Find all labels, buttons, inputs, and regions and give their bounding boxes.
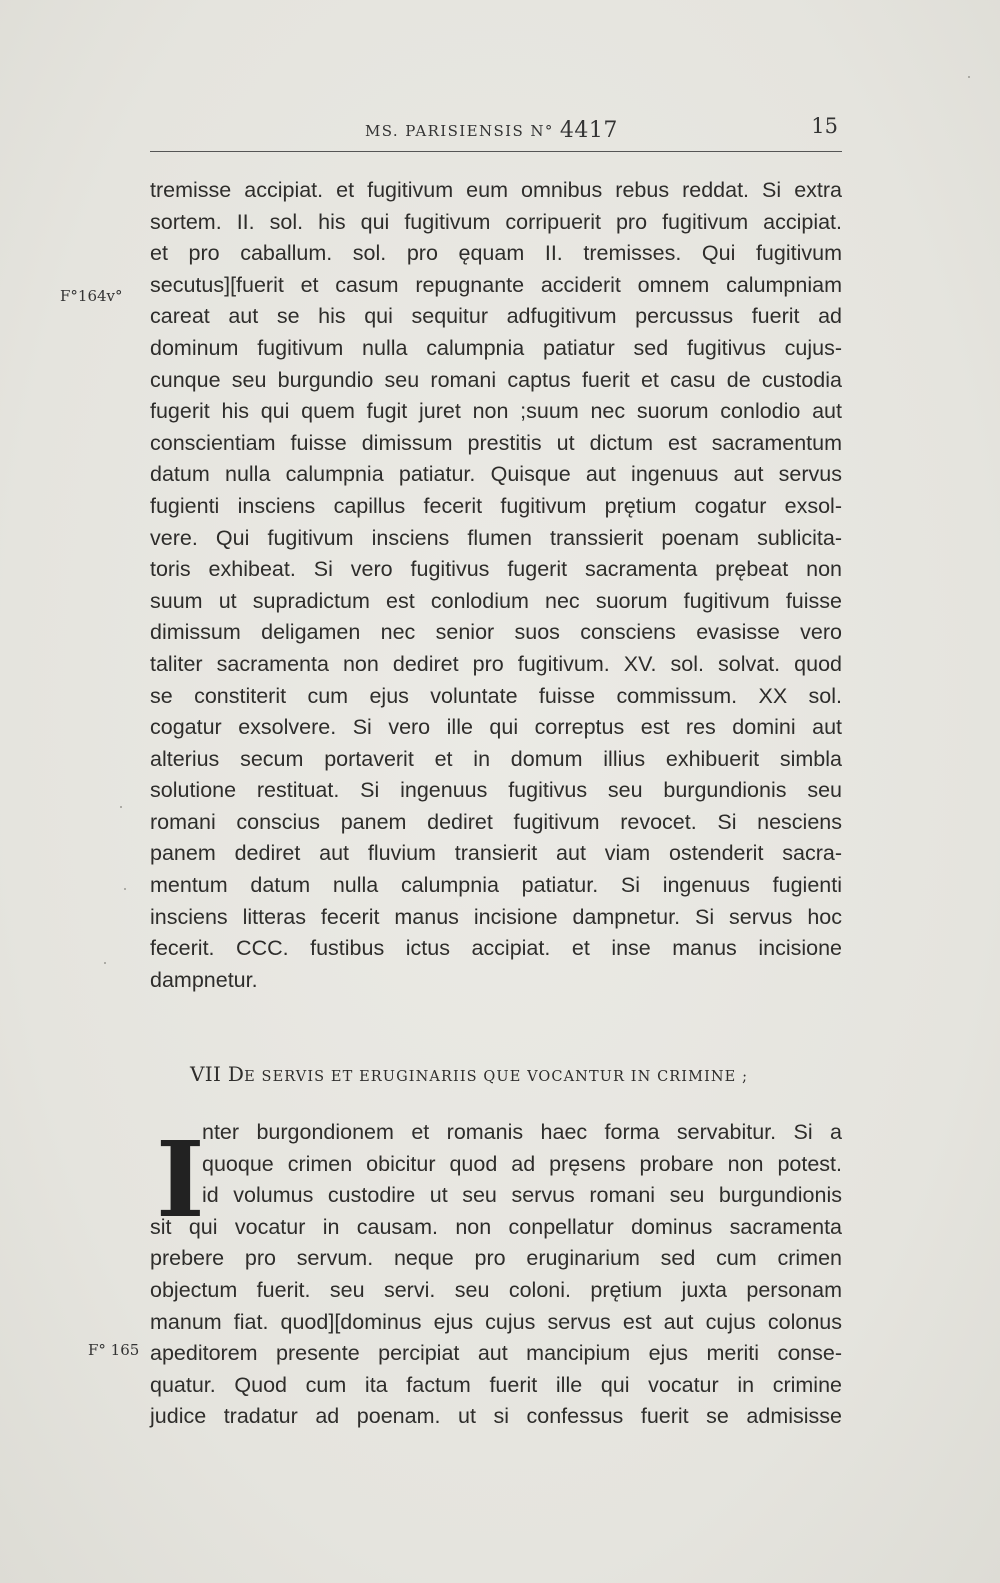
section-title-rest: E SERVIS ET ERUGINARIIS QUE VOCANTUR IN CRIMINE ; <box>244 1069 749 1085</box>
text-line: fugerit his qui quem fugit juret non ;suum nec suorum conlodio aut <box>150 399 842 424</box>
paragraph-1 <box>150 175 842 996</box>
text-line: panem dediret aut fluvium transierit aut viam ostenderit sacra- <box>150 841 842 866</box>
section-first-letter: D <box>227 1062 245 1086</box>
drop-cap: I <box>156 1118 205 1241</box>
paragraph-2 <box>150 1117 842 1433</box>
header-title <box>365 118 618 143</box>
margin-folio-note: F°164v° <box>60 287 123 305</box>
text-line: judice tradatur ad poenam. ut si confessus fuerit se admisisse <box>150 1404 842 1429</box>
text-line: cunque seu burgundio seu romani captus fuerit et casu de custodia <box>150 367 842 392</box>
text-line: tremisse accipiat. et fugitivum eum omnibus rebus reddat. Si extra <box>150 178 842 202</box>
header-rule <box>150 151 842 152</box>
text-line: sortem. II. sol. his qui fugitivum corripuerit pro fugitivum accipiat. <box>150 209 842 234</box>
text-line: dimissum deligamen nec senior suos consciens evasisse vero <box>150 620 842 645</box>
text-line: careat aut se his qui sequitur adfugitivum percussus fuerit ad <box>150 304 842 329</box>
text-line: alterius secum portaverit et in domum illius exhibuerit simbla <box>150 746 842 771</box>
text-line: suum ut supradictum est conlodium nec suorum fugitivum fuisse <box>150 588 842 613</box>
text-line: apeditorem presente percipiat aut mancipium ejus meriti conse- <box>150 1341 842 1366</box>
text-line: fugienti insciens capillus fecerit fugitivum prętium cogatur exsol- <box>150 493 842 518</box>
text-line: dampnetur. <box>150 967 258 992</box>
text-line: quatur. Quod cum ita factum fuerit ille qui vocatur in crimine <box>150 1372 842 1397</box>
text-line: et pro caballum. sol. pro ęquam II. tremisses. Qui fugitivum <box>150 241 842 266</box>
text-line: manum fiat. quod][dominus ejus cujus servus est aut cujus colonus <box>150 1309 842 1334</box>
text-line: insciens litteras fecerit manus incisione dampnetur. Si servus hoc <box>150 904 842 929</box>
text-line: objectum fuerit. seu servi. seu coloni. prętium juxta personam <box>150 1277 842 1302</box>
section-number: VII <box>190 1062 228 1086</box>
text-line: taliter sacramenta non dediret pro fugitivum. XV. sol. solvat. quod <box>150 651 842 676</box>
text-line: datum nulla calumpnia patiatur. Quisque aut ingenuus aut servus <box>150 462 842 487</box>
text-line: dominum fugitivum nulla calumpnia patiatur sed fugitivus cujus- <box>150 335 842 360</box>
text-line: solutione restituat. Si ingenuus fugitivus seu burgundionis seu <box>150 778 842 803</box>
paper-speck <box>968 76 970 78</box>
text-line: quoque crimen obicitur quod ad pręsens probare non potest. <box>202 1151 842 1176</box>
text-line: toris exhibeat. Si vero fugitivus fugerit sacramenta prębeat non <box>150 557 842 582</box>
paper-speck <box>104 962 106 964</box>
page-number: 15 <box>811 114 838 138</box>
text-line: conscientiam fuisse dimissum prestitis ut dictum est sacramentum <box>150 430 842 455</box>
header-title-number: 4417 <box>559 118 618 143</box>
text-line: cogatur exsolvere. Si vero ille qui correptus est res domini aut <box>150 715 842 740</box>
running-header <box>150 112 842 144</box>
text-line: fecerit. CCC. fustibus ictus accipiat. et inse manus incisione <box>150 936 842 961</box>
text-line: secutus][fuerit et casum repugnante acciderit omnem calumpniam <box>150 272 842 297</box>
section-title <box>244 1069 748 1085</box>
text-line: id volumus custodire ut seu servus romani seu burgundionis <box>202 1183 842 1208</box>
text-line: mentum datum nulla calumpnia patiatur. Si ingenuus fugienti <box>150 873 842 898</box>
text-line: romani conscius panem dediret fugitivum revocet. Si nesciens <box>150 809 842 834</box>
text-line: sit qui vocatur in causam. non conpellatur dominus sacramenta <box>150 1214 842 1239</box>
text-line: se constiterit cum ejus voluntate fuisse commissum. XX sol. <box>150 683 842 708</box>
text-line: nter burgondionem et romanis haec forma servabitur. Si a <box>202 1120 842 1144</box>
paper-speck <box>124 888 126 890</box>
header-title-prefix: MS. PARISIENSIS N° <box>365 122 560 140</box>
text-line: prebere pro servum. neque pro eruginarium sed cum crimen <box>150 1246 842 1271</box>
section-heading <box>190 1062 748 1086</box>
paper-speck <box>120 806 122 808</box>
margin-folio-note: F° 165 <box>88 1341 140 1359</box>
text-line: vere. Qui fugitivum insciens flumen transsierit poenam sublicita- <box>150 525 842 550</box>
